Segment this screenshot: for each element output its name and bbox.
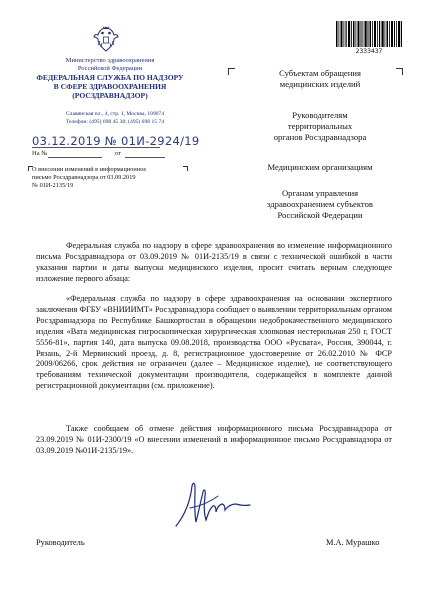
letter-subject bbox=[32, 166, 182, 190]
handwritten-signature bbox=[170, 478, 254, 532]
ministry-line-2: Российской Федерации bbox=[77, 64, 143, 72]
agency-line-2: В СФЕРЕ ЗДРАВООХРАНЕНИЯ bbox=[53, 82, 167, 91]
subject-line-1: О внесении изменений в информационное bbox=[32, 166, 147, 173]
agency-line-3: (РОСЗДРАВНАДЗОР) bbox=[72, 91, 148, 100]
date-underline bbox=[32, 147, 160, 148]
reference-no-blank bbox=[48, 157, 102, 158]
recipient-2-line-1: Руководителям bbox=[292, 110, 348, 120]
recipient-2-line-2: территориальных bbox=[287, 121, 353, 131]
reference-from-blank bbox=[125, 157, 165, 158]
barcode-number: 2333437 bbox=[355, 48, 383, 55]
agency-address bbox=[40, 111, 190, 126]
reference-line bbox=[32, 150, 121, 157]
handwritten-date-number: 03.12.2019 № 01И-2924/19 bbox=[32, 134, 200, 148]
ministry-name bbox=[40, 57, 180, 72]
agency-name bbox=[28, 73, 192, 100]
recipient-corner-right bbox=[396, 68, 403, 75]
body-paragraph-1: Федеральная служба по надзору в сфере здравоохранения во изменение информационного письма Росздравнадзора от 03.09.2019 № 01И-2135/19 в связи с технической ошибкой в части указания партии и даты выпуска медицинского изделия, просит считать верным следующее изложение первого абзаца: bbox=[36, 241, 392, 283]
ministry-line-1: Министерство здравоохранения bbox=[65, 57, 155, 64]
recipient-block-1 bbox=[245, 68, 395, 90]
subject-corner-right bbox=[183, 166, 188, 171]
recipient-4-line-3: Российской Федерации bbox=[277, 210, 363, 220]
signatory-name: М.А. Мурашко bbox=[326, 538, 380, 547]
coat-of-arms-emblem bbox=[93, 24, 119, 54]
reference-from-label: от bbox=[114, 150, 121, 157]
recipient-block-3 bbox=[245, 162, 395, 173]
recipient-1-line-1: Субъектам обращения bbox=[279, 68, 361, 78]
recipient-4-line-1: Органам управления bbox=[281, 188, 359, 198]
subject-line-2: письмо Росздравнадзора от 03.09.2019 bbox=[32, 174, 136, 181]
address-line-1: Славянская пл., 4, стр. 1, Москва, 109074 bbox=[65, 111, 165, 117]
recipient-1-line-2: медицинских изделий bbox=[279, 79, 361, 89]
recipient-2-line-3: органов Росздравнадзора bbox=[273, 132, 367, 142]
reference-no-label: На № bbox=[32, 150, 48, 157]
agency-line-1: ФЕДЕРАЛЬНАЯ СЛУЖБА ПО НАДЗОРУ bbox=[36, 73, 184, 82]
recipient-block-2 bbox=[245, 110, 395, 143]
recipient-3-line-1: Медицинским организациям bbox=[267, 162, 373, 172]
body-paragraph-2: «Федеральная служба по надзору в сфере здравоохранения на основании экспертного заключения ФГБУ «ВНИИИМТ» Росздравнадзора сообщает о выявлении территориальным органом Росздравнадзора по Республике Башкортостан в обращении недоброкачественного медицинского изделия «Вата медицинская гигроскопическая хирургическая хлопковая нестерильная 250 г, ГОСТ 5556-81», партия 140, дата выпуска 09.08.2018, производства ООО «Русвата», Россия, 390044, г. Рязань, 2-й Мервинский проезд, д. 8, регистрационное удостоверение от 26.02.2010 № ФСР 2009/06266, срок действия не ограничен (далее – Медицинское изделие), не соответствующего требованиям технической документации производителя, содержащейся в комплекте данной регистрационной документации (см. приложение). bbox=[36, 294, 392, 391]
recipient-corner-left bbox=[228, 68, 235, 75]
recipient-4-line-2: здравоохранением субъектов bbox=[267, 199, 373, 209]
address-line-2: Телефон: (495) 698 45 38; (495) 698 15 74 bbox=[65, 118, 165, 125]
subject-line-3: № 01И-2135/19 bbox=[32, 182, 74, 189]
body-paragraph-3: Также сообщаем об отмене действия информационного письма Росздравнадзора от 23.09.2019 № 01И-2300/19 «О внесении изменений в информационное письмо Росздравнадзора от 03.09.2019 №01И-2135/19». bbox=[36, 424, 392, 455]
signatory-title: Руководитель bbox=[36, 538, 85, 547]
barcode bbox=[336, 21, 402, 47]
recipient-block-4 bbox=[245, 188, 395, 221]
